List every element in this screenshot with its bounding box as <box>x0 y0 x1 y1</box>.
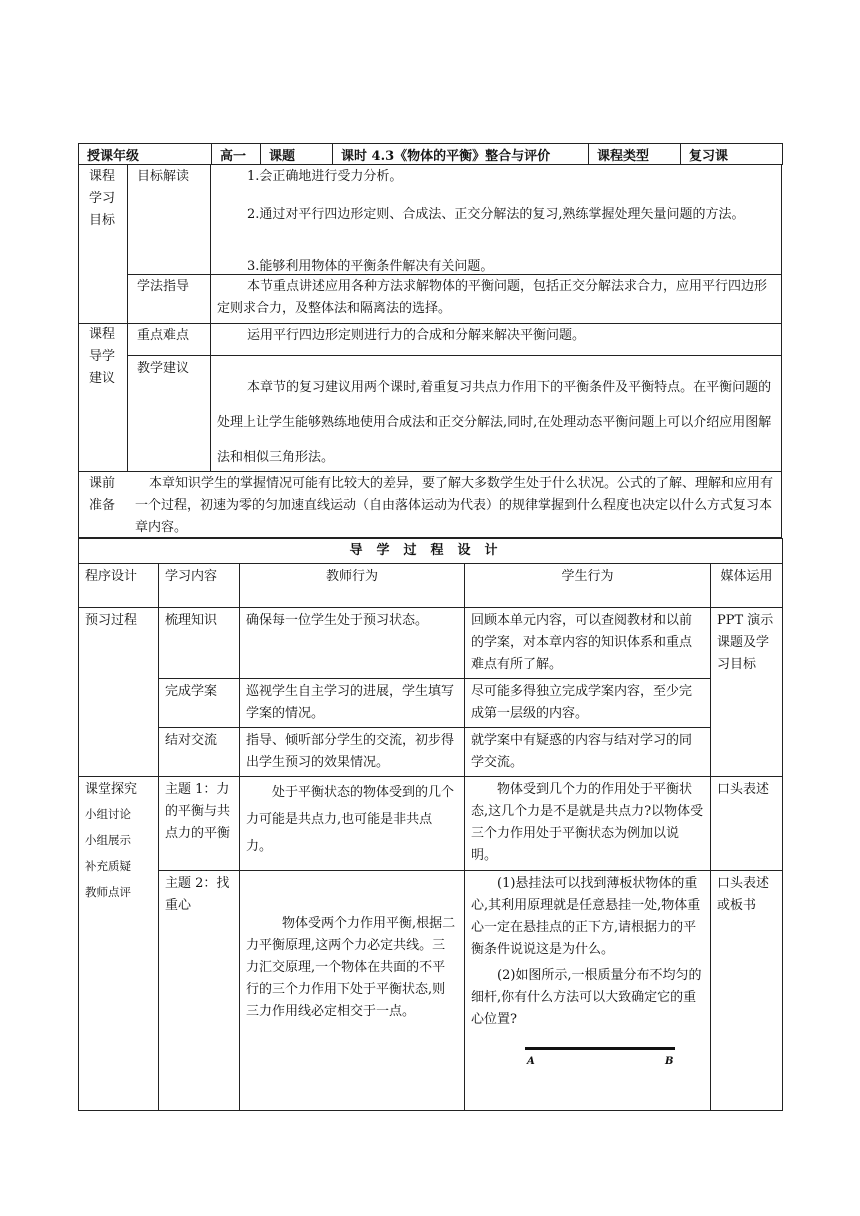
explore-step-2: 小组展示 <box>85 833 131 847</box>
col-teacher: 教师行为 <box>240 564 465 608</box>
topic2-teacher: 物体受两个力作用平衡,根据二力平衡原理,这两个力必定共线。三力汇交原理,一个物体在共面的不平行的三个力作用下处于平衡状态,则三力作用线必定相交于一点。 <box>246 916 456 1019</box>
col-media: 媒体运用 <box>711 564 783 608</box>
rod-figure <box>471 1045 704 1073</box>
goal-item-1: 1.会正确地进行受力分析。 <box>247 169 403 184</box>
preview-student-3: 就学案中有疑惑的内容与结对学习的同学交流。 <box>465 728 711 777</box>
objectives-section-label: 课程学习目标 <box>89 169 116 228</box>
preview-content-2: 完成学案 <box>159 679 240 728</box>
topic1-student: 物体受到几个力的作用处于平衡状态,这几个力是不是就是共点力?以物体受三个力作用处于平衡状态为例加以说明。 <box>465 777 711 871</box>
advice-label: 教学建议 <box>137 361 190 376</box>
type-label: 课程类型 <box>589 144 681 165</box>
guidance-section-label: 课程导学建议 <box>89 327 116 386</box>
process-title: 导学过程设计 <box>79 539 783 564</box>
topic1-content: 主题 1：力的平衡与共点力的平衡 <box>159 777 240 871</box>
explore-stage-label: 课堂探究 <box>85 782 138 797</box>
preview-media: PPT 演示课题及学习目标 <box>711 608 783 777</box>
preview-content-1: 梳理知识 <box>159 608 240 679</box>
topic-value: 课时 4.3《物体的平衡》整合与评价 <box>333 144 589 165</box>
grade-value: 高一 <box>212 144 261 165</box>
topic2-student-cell <box>465 871 711 1111</box>
explore-stage <box>79 777 159 1111</box>
rod-line <box>525 1047 675 1050</box>
topic2-teacher-cell <box>240 871 465 1111</box>
grade-label: 授课年级 <box>79 144 212 165</box>
preview-student-1: 回顾本单元内容，可以查阅教材和以前的学案，对本章内容的知识体系和重点难点有所了解。 <box>465 608 711 679</box>
topic-label: 课题 <box>261 144 333 165</box>
type-value: 复习课 <box>681 144 783 165</box>
topic2-question-2: (2)如图所示,一根质量分布不均匀的细杆,你有什么方法可以大致确定它的重心位置? <box>471 968 702 1027</box>
topic1-media: 口头表述 <box>711 777 783 871</box>
rod-label-a: A <box>527 1056 535 1067</box>
col-student: 学生行为 <box>465 564 711 608</box>
explore-step-4: 教师点评 <box>85 885 131 899</box>
method-text: 本节重点讲述应用各种方法求解物体的平衡问题，包括正交分解法求合力，应用平行四边形定则求合力，及整体法和隔离法的选择。 <box>217 279 768 316</box>
topic2-content: 主题 2：找重心 <box>159 871 240 1111</box>
topic2-media: 口头表述或板书 <box>711 871 783 1111</box>
preview-teacher-2: 巡视学生自主学习的进展，学生填写学案的情况。 <box>240 679 465 728</box>
goal-item-2: 2.通过对平行四边形定则、合成法、正交分解法的复习,熟练掌握处理矢量问题的方法。 <box>247 207 745 222</box>
preview-teacher-1: 确保每一位学生处于预习状态。 <box>240 608 465 679</box>
rod-label-b: B <box>665 1056 674 1067</box>
explore-step-3: 补充质疑 <box>85 859 131 873</box>
advice-text: 本章节的复习建议用两个课时,着重复习共点力作用下的平衡条件及平衡特点。在平衡问题的处理上让学生能够熟练地使用合成法和正交分解法,同时,在处理动态平衡问题上可以介绍应用图解法和相似三角形法。 <box>217 380 772 465</box>
objectives-block <box>78 164 782 538</box>
col-stage: 程序设计 <box>79 564 159 608</box>
preview-teacher-3: 指导、倾听部分学生的交流，初步得出学生预习的效果情况。 <box>240 728 465 777</box>
explore-step-1: 小组讨论 <box>85 807 131 821</box>
goal-item-3: 3.能够利用物体的平衡条件解决有关问题。 <box>247 259 494 274</box>
method-label: 学法指导 <box>137 279 190 294</box>
preview-stage: 预习过程 <box>79 608 159 777</box>
topic2-question-1: (1)悬挂法可以找到薄板状物体的重心,其利用原理就是任意悬挂一处,物体重心一定在悬挂点的正下方,请根据力的平衡条件说说这是为什么。 <box>471 876 701 957</box>
preview-student-2: 尽可能多得独立完成学案内容，至少完成第一层级的内容。 <box>465 679 711 728</box>
prep-section-label: 课前准备 <box>89 476 116 513</box>
key-label: 重点难点 <box>137 328 190 343</box>
header-table <box>78 143 783 165</box>
prep-text: 本章知识学生的掌握情况可能有比较大的差异，要了解大多数学生处于什么状况。公式的了解、理解和应用有一个过程，初速为零的匀加速直线运动（自由落体运动为代表）的规律掌握到什么程度也决定以什么方式复习本章内容。 <box>135 476 774 535</box>
topic1-teacher: 处于平衡状态的物体受到的几个力可能是共点力,也可能是非共点力。 <box>240 777 465 871</box>
col-content: 学习内容 <box>159 564 240 608</box>
key-text: 运用平行四边形定则进行力的合成和分解来解决平衡问题。 <box>247 328 586 343</box>
process-table <box>78 538 783 1111</box>
preview-content-3: 结对交流 <box>159 728 240 777</box>
goal-label: 目标解读 <box>137 169 190 184</box>
